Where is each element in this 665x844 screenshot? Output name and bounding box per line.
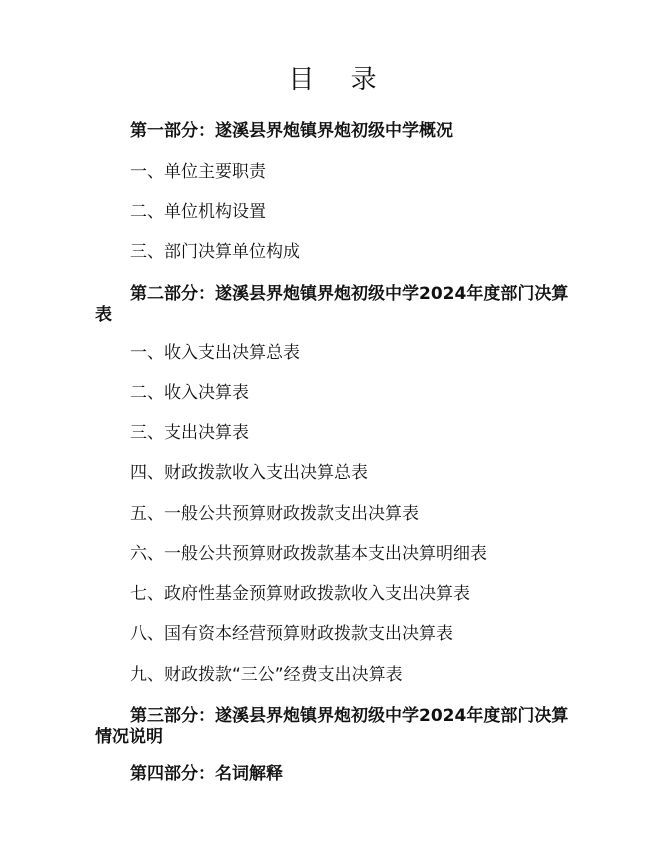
toc-item: 二、收入决算表	[130, 383, 249, 403]
toc-part-2: 第二部分：遂溪县界炮镇界炮初级中学2024年度部门决算表	[95, 284, 569, 325]
toc-item: 五、一般公共预算财政拨款支出决算表	[130, 504, 419, 524]
toc-item: 一、收入支出决算总表	[130, 343, 300, 363]
toc-item: 九、财政拨款“三公”经费支出决算表	[130, 665, 403, 685]
toc-item: 四、财政拨款收入支出决算总表	[130, 463, 368, 483]
toc-item: 七、政府性基金预算财政拨款收入支出决算表	[130, 584, 470, 604]
toc-item: 一、单位主要职责	[130, 162, 266, 182]
toc-part-1: 第一部分：遂溪县界炮镇界炮初级中学概况	[130, 121, 453, 141]
toc-part-3: 第三部分：遂溪县界炮镇界炮初级中学2024年度部门决算情况说明	[95, 706, 569, 747]
toc-item: 二、单位机构设置	[130, 202, 266, 222]
toc-item: 六、一般公共预算财政拨款基本支出决算明细表	[130, 544, 487, 564]
toc-item: 三、部门决算单位构成	[130, 242, 300, 262]
toc-part-4: 第四部分：名词解释	[130, 764, 283, 784]
toc-title: 目 录	[288, 65, 391, 95]
toc-item: 八、国有资本经营预算财政拨款支出决算表	[130, 624, 453, 644]
toc-item: 三、支出决算表	[130, 423, 249, 443]
